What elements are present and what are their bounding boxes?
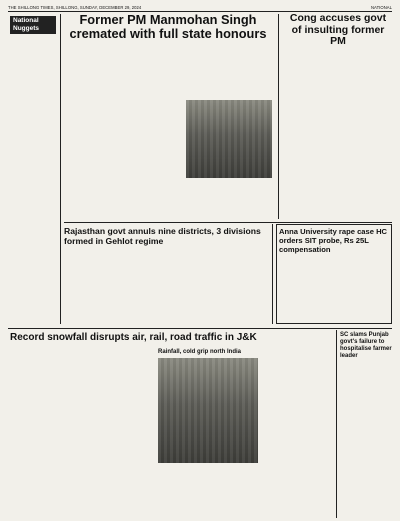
mid-rule (64, 222, 392, 223)
flag-line1: National (13, 17, 39, 24)
sc-divider (336, 330, 337, 518)
lead-col-2 (125, 45, 183, 217)
jk-col-3 (262, 358, 332, 518)
sidebar-divider (60, 14, 61, 324)
rajasthan-col-1 (64, 250, 130, 324)
right-story-headline: Cong accuses govt of insulting former PM (289, 12, 387, 47)
anna-headline: Anna University rape case HC orders SIT probe, Rs 25L compensation (279, 227, 388, 254)
jk-sub-headline: Rainfall, cold grip north India (158, 349, 242, 355)
jk-photo (158, 358, 258, 463)
lead-col-3 (186, 45, 272, 97)
jk-headline: Record snowfall disrupts air, rail, road traffic in J&K (10, 332, 257, 343)
rajasthan-col-3 (202, 250, 269, 324)
sidebar-text-1 (10, 62, 58, 154)
masthead-date: THE SHILLONG TIMES, SHILLONG, SUNDAY, DECEMBER 29, 2024 (8, 4, 142, 10)
anna-divider (272, 224, 273, 324)
masthead-section: NATIONAL (370, 4, 392, 10)
anna-col-2 (336, 253, 389, 321)
sc-headline: SC slams Punjab govt's failure to hospitalise farmer leader (340, 332, 392, 359)
right-divider (278, 14, 279, 219)
right-story-col-1 (284, 40, 336, 218)
jk-col-1 (10, 348, 80, 518)
jk-col-2 (84, 348, 154, 518)
lead-col-4 (186, 194, 272, 218)
lead-headline: Former PM Manmohan Singh cremated with full state honours (69, 12, 267, 41)
anna-col-1 (279, 253, 332, 321)
lead-col-1 (64, 45, 122, 217)
right-story-col-2 (340, 40, 392, 218)
sidebar-text-2 (10, 189, 58, 225)
flag-line2: Nuggets (13, 25, 39, 32)
masthead (8, 3, 392, 12)
rajasthan-col-2 (133, 250, 199, 324)
rajasthan-headline: Rajasthan govt annuls nine districts, 3 divisions formed in Gehlot regime (64, 226, 261, 246)
lead-photo (186, 100, 272, 178)
lower-rule (8, 328, 392, 329)
sc-col-1 (340, 363, 392, 518)
national-nuggets-flag (10, 16, 56, 34)
sidebar-text-3 (10, 247, 58, 322)
